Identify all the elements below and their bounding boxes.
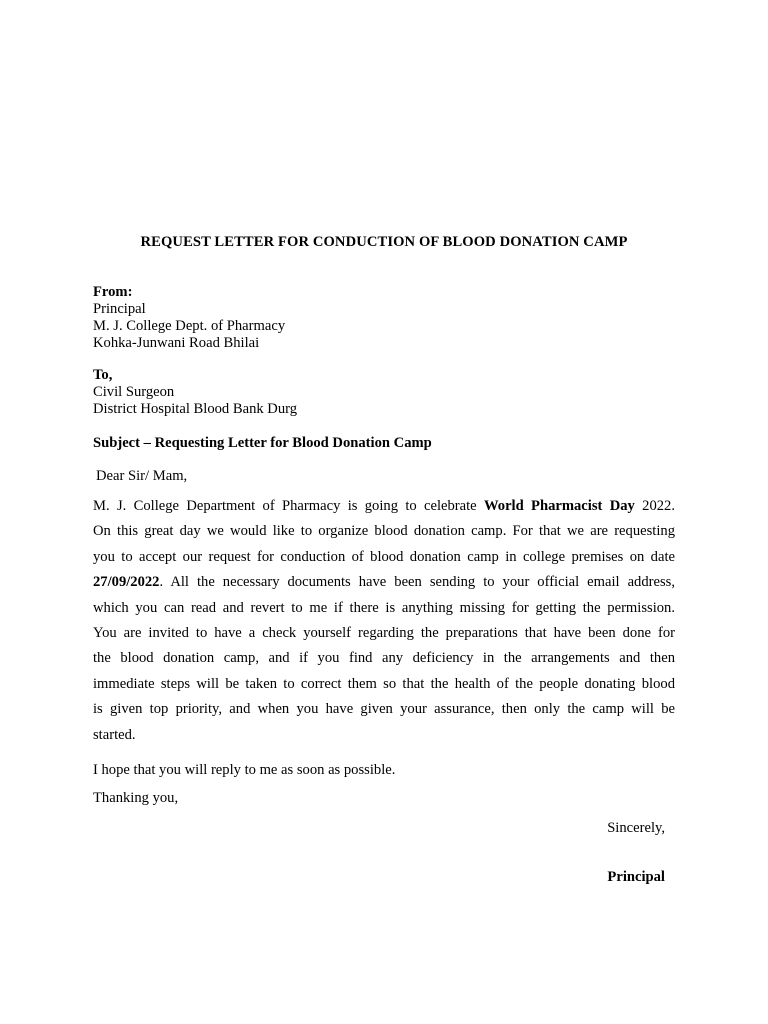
- to-heading: To,: [93, 367, 113, 383]
- body-text: . All the necessary documents have been sending to your official email address,: [159, 574, 675, 591]
- body-line: immediate steps will be taken to correct them so that the health of the people donating blood: [93, 675, 675, 692]
- signature: Principal: [607, 869, 665, 885]
- body-line: is given top priority, and when you have given your assurance, then only the camp will be: [93, 701, 675, 718]
- body-text: M. J. College Department of Pharmacy is going to celebrate: [93, 498, 484, 514]
- body-line: [93, 494, 675, 519]
- thanks-line: Thanking you,: [93, 790, 179, 806]
- body-line: you to accept our request for conduction of blood donation camp in college premises on date: [93, 548, 675, 565]
- from-line: Kohka-Junwani Road Bhilai: [93, 335, 260, 351]
- body-line: You are invited to have a check yourself regarding the preparations that have been done for: [93, 625, 675, 642]
- from-line: Principal: [93, 301, 146, 317]
- body-line: which you can read and revert to me if there is anything missing for getting the permission.: [93, 599, 675, 616]
- from-block: [93, 284, 285, 352]
- body-paragraph: [93, 494, 675, 748]
- subject-line: Subject – Requesting Letter for Blood Donation Camp: [93, 435, 432, 451]
- event-name: World Pharmacist Day: [483, 498, 635, 514]
- salutation: Dear Sir/ Mam,: [96, 468, 188, 484]
- to-line: Civil Surgeon: [93, 384, 175, 400]
- to-block: [93, 367, 297, 418]
- body-line: On this great day we would like to organize blood donation camp. For that we are requesting: [93, 523, 675, 540]
- camp-date: 27/09/2022: [93, 574, 160, 591]
- from-heading: From:: [93, 284, 133, 300]
- body-text: 2022.: [634, 498, 676, 514]
- from-line: M. J. College Dept. of Pharmacy: [93, 318, 286, 334]
- signoff: Sincerely,: [607, 820, 665, 836]
- letter-title: REQUEST LETTER FOR CONDUCTION OF BLOOD DONATION CAMP: [140, 234, 628, 250]
- body-line: the blood donation camp, and if you find any deficiency in the arrangements and then: [93, 650, 675, 667]
- to-line: District Hospital Blood Bank Durg: [93, 401, 298, 417]
- closing-line: I hope that you will reply to me as soon as possible.: [93, 762, 396, 778]
- body-line: started.: [93, 726, 136, 743]
- body-line: [93, 570, 675, 595]
